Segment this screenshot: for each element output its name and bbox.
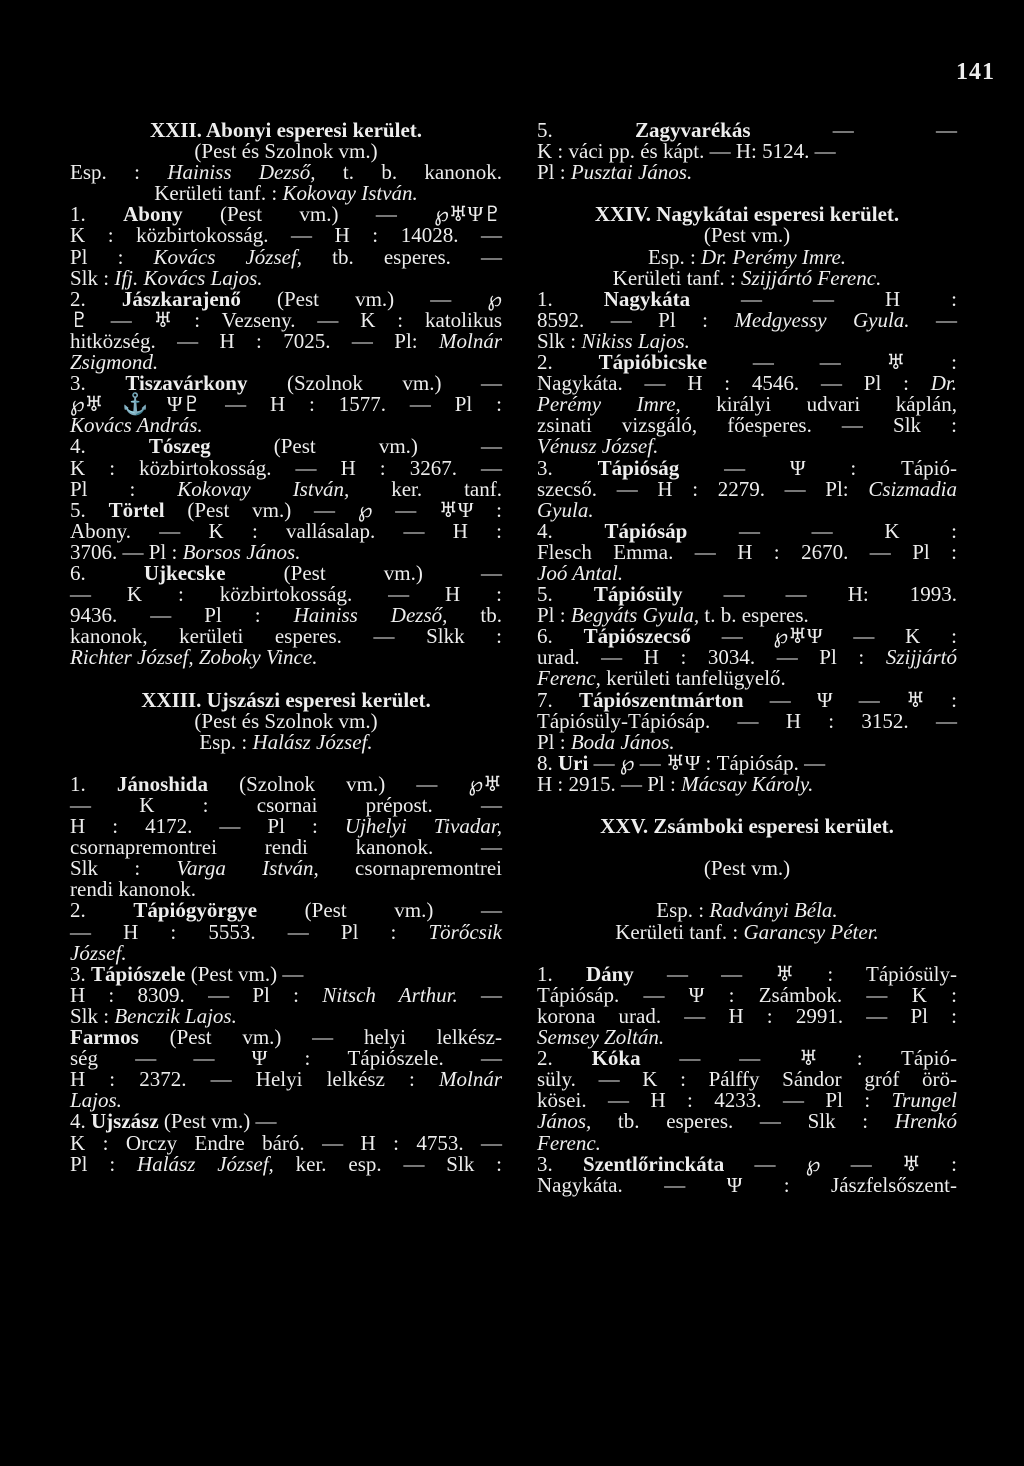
- text-line: [537, 1151, 957, 1176]
- text-run: hitközség. — H : 7025. — Pl:: [70, 328, 439, 353]
- text-line: [70, 352, 502, 373]
- text-run: 4.: [70, 434, 149, 459]
- text-run: — K : közbirtokosság. — H :: [70, 582, 502, 607]
- text-line: [537, 605, 957, 626]
- italic-text: Kokovay István.: [282, 181, 418, 206]
- italic-text: Benczik Lajos.: [114, 1003, 237, 1028]
- bold-text: Tiszavárkony: [125, 371, 248, 396]
- bold-text: Zagyvarékás: [635, 118, 751, 142]
- text-line: [537, 394, 957, 415]
- text-line: [537, 286, 958, 311]
- text-run: H : 4172. — Pl :: [70, 814, 345, 839]
- text-run: Kerületi tanf. :: [154, 181, 283, 206]
- text-run: —: [457, 982, 503, 1007]
- text-line: [537, 244, 957, 269]
- text-run: — ℘ — ♅Ψ : Tápiósáp. —: [588, 750, 826, 775]
- italic-text: Lajos.: [70, 1088, 122, 1113]
- text-line: [537, 1130, 957, 1155]
- text-line: [537, 162, 957, 183]
- bold-text: Tápiószecső: [583, 624, 691, 649]
- text-line: [537, 1090, 957, 1111]
- italic-text: Szijjártó Ferenc.: [740, 265, 882, 290]
- blank-line: [537, 943, 957, 964]
- text-run: K : közbirtokosság. — H : 14028. —: [70, 223, 502, 248]
- text-line: [70, 626, 502, 647]
- text-run: 1.: [537, 961, 586, 986]
- text-line: [70, 879, 502, 900]
- text-line: [537, 982, 957, 1007]
- text-run: 2.: [70, 898, 134, 923]
- bold-text: Tószeg: [148, 434, 211, 459]
- text-run: 1.: [537, 286, 604, 311]
- bold-text: Uri: [558, 750, 589, 775]
- text-run: 3.: [537, 455, 598, 480]
- text-run: (Pest vm.) —: [257, 898, 502, 923]
- italic-text: Hainiss Dezső,: [167, 160, 316, 185]
- text-line: [537, 900, 957, 921]
- text-run: — Ψ — ♅ :: [743, 687, 957, 712]
- text-run: (Pest vm.) — helyi lelkész-: [138, 1025, 502, 1050]
- text-run: süly. — K : Pálffy Sándor gróf örö-: [537, 1067, 957, 1092]
- text-line: [537, 497, 957, 522]
- text-line: [537, 961, 957, 986]
- right-column: [537, 120, 957, 1196]
- italic-text: Radványi Béla.: [709, 898, 838, 923]
- text-run: (Pest vm.): [703, 223, 791, 248]
- italic-text: Ifj. Kovács Lajos.: [114, 265, 263, 290]
- text-run: 9436. — Pl :: [70, 603, 294, 628]
- text-line: [70, 771, 503, 796]
- text-run: (Pest vm.) — ℘♅Ψ♇: [182, 202, 502, 227]
- bold-text: Dány: [585, 961, 634, 986]
- text-line: [70, 539, 502, 564]
- text-run: — ℘ — ♅ :: [724, 1151, 957, 1176]
- text-line: [537, 1003, 957, 1028]
- text-run: csornapremontrei rendi kanonok. —: [70, 835, 502, 860]
- text-line: [537, 1111, 957, 1132]
- text-run: Nagykáta. — H : 4546. — Pl :: [537, 371, 931, 396]
- text-run: t. b. esperes.: [699, 603, 809, 628]
- text-line: [70, 940, 502, 965]
- italic-text: János,: [537, 1109, 592, 1134]
- text-run: Slk :: [70, 1003, 115, 1028]
- italic-text: Richter József, Zoboky Vince.: [70, 645, 318, 670]
- text-run: 7.: [537, 687, 580, 712]
- italic-text: Ferenc,: [537, 666, 601, 691]
- text-run: Pl :: [537, 603, 571, 628]
- text-run: kanonok, kerületi esperes. — Slkk :: [70, 624, 502, 649]
- text-line: [70, 1130, 502, 1155]
- text-line: [70, 307, 502, 332]
- bold-text: Farmos: [70, 1025, 139, 1050]
- text-line: [70, 687, 502, 712]
- italic-text: Nikiss Lajos.: [581, 328, 690, 353]
- bold-text: XXIII. Ujszászi esperesi kerület.: [141, 687, 431, 712]
- text-run: (Pest vm.) — ℘ — ♅Ψ :: [164, 497, 503, 522]
- text-run: 5.: [70, 497, 109, 522]
- text-run: 1.: [70, 202, 124, 227]
- text-line: [537, 647, 957, 668]
- text-line: [537, 539, 957, 564]
- text-line: [70, 1151, 502, 1176]
- text-run: Slk :: [70, 856, 177, 881]
- text-line: [70, 919, 502, 944]
- text-line: [70, 605, 502, 626]
- text-line: [537, 352, 957, 373]
- text-line: [70, 647, 502, 668]
- text-line: [537, 919, 957, 944]
- bold-text: Jászkarajenő: [121, 286, 241, 311]
- italic-text: Kokovay István,: [177, 476, 350, 501]
- text-line: [537, 265, 957, 290]
- text-line: [70, 1090, 502, 1111]
- text-run: H : 2915. — Pl :: [537, 771, 682, 796]
- text-run: szecső. — H : 2279. — Pl:: [537, 476, 869, 501]
- text-line: [70, 560, 503, 585]
- text-run: (Pest vm.) —: [185, 961, 304, 986]
- text-run: tb.: [447, 603, 502, 628]
- bold-text: Tápiósüly: [593, 582, 683, 607]
- text-run: Tápiósüly-Tápiósáp. — H : 3152. —: [537, 708, 957, 733]
- text-run: (Pest vm.) —: [158, 1109, 277, 1134]
- text-line: [537, 518, 958, 543]
- italic-text: Ujhelyi Tivadar,: [344, 814, 502, 839]
- text-run: — — H: 1993.: [682, 582, 958, 607]
- text-line: [70, 162, 502, 183]
- italic-text: Hainiss Dezső,: [293, 603, 448, 628]
- text-line: [70, 286, 502, 311]
- text-line: [537, 771, 957, 796]
- text-run: Kerületi tanf. :: [615, 919, 744, 944]
- text-line: [537, 120, 957, 141]
- text-run: H : 8309. — Pl :: [70, 982, 323, 1007]
- text-run: 6.: [70, 560, 144, 585]
- text-line: [537, 816, 957, 837]
- bold-text: Ujszász: [91, 1109, 159, 1134]
- text-line: [70, 816, 502, 837]
- italic-text: Halász József.: [252, 729, 373, 754]
- italic-text: Halász József,: [137, 1151, 274, 1176]
- italic-text: Semsey Zoltán.: [537, 1025, 665, 1050]
- text-line: [537, 204, 957, 225]
- page-number: 141: [956, 59, 995, 85]
- blank-line: [537, 879, 957, 900]
- text-run: — — H :: [690, 286, 958, 311]
- text-run: — ℘♅Ψ — K :: [690, 624, 957, 649]
- text-run: Pl :: [70, 476, 178, 501]
- text-line: [537, 307, 957, 332]
- text-run: — K : csornai prépost. —: [70, 793, 502, 817]
- text-run: 3.: [70, 961, 91, 986]
- text-line: [537, 560, 957, 585]
- bold-text: Szentlőrinckáta: [583, 1151, 725, 1176]
- text-line: [70, 265, 502, 290]
- text-line: [70, 476, 502, 501]
- text-line: [70, 858, 502, 879]
- bold-text: Ujkecske: [143, 560, 226, 585]
- text-line: [70, 1111, 502, 1132]
- text-line: [537, 436, 957, 457]
- blank-line: [537, 795, 957, 816]
- text-line: [70, 1003, 502, 1028]
- bold-text: Tápiógyörgye: [133, 898, 258, 923]
- text-run: 6.: [537, 624, 584, 649]
- text-line: [70, 900, 502, 921]
- bold-text: XXII. Abonyi esperesi kerület.: [149, 118, 423, 142]
- text-line: [70, 328, 502, 353]
- text-line: [70, 141, 502, 162]
- text-run: (Pest és Szolnok vm.): [194, 139, 378, 164]
- text-line: [70, 795, 502, 816]
- text-line: [70, 1069, 502, 1090]
- text-line: [70, 436, 502, 457]
- text-run: ker. esp. — Slk :: [273, 1151, 502, 1176]
- text-run: Slk :: [70, 265, 115, 290]
- text-run: Esp. :: [70, 160, 168, 185]
- text-line: [70, 244, 502, 269]
- italic-text: Kovács András.: [70, 413, 203, 438]
- italic-text: Borsos János.: [182, 539, 301, 564]
- text-line: [537, 858, 957, 879]
- italic-text: Kovács József,: [153, 244, 303, 269]
- bold-text: Tápiószentmárton: [579, 687, 744, 712]
- text-line: [537, 584, 957, 605]
- text-line: [537, 415, 957, 436]
- bold-text: Nagykáta: [603, 286, 691, 311]
- italic-text: Perémy Imre,: [537, 392, 681, 417]
- text-line: [537, 373, 957, 394]
- text-run: Pl :: [70, 244, 154, 269]
- text-line: [537, 225, 957, 246]
- text-run: 1.: [70, 771, 117, 796]
- text-run: t. b. kanonok.: [315, 160, 503, 185]
- text-run: 2.: [537, 1046, 592, 1071]
- text-run: (Pest vm.): [703, 856, 791, 881]
- text-run: — — ♅ : Tápió-: [640, 1046, 957, 1071]
- text-run: kösei. — H : 4233. — Pl :: [537, 1088, 892, 1113]
- text-run: 4.: [70, 1109, 91, 1134]
- italic-text: Csizmadia: [868, 476, 957, 501]
- text-run: csornapremontrei: [318, 856, 502, 881]
- italic-text: Hrenkó: [894, 1109, 957, 1134]
- text-line: [70, 415, 502, 436]
- text-run: tb. esperes. —: [302, 244, 502, 269]
- italic-text: Ferenc.: [537, 1130, 601, 1155]
- text-run: — — K :: [687, 518, 958, 543]
- text-run: 8592. — Pl :: [537, 307, 735, 332]
- text-line: [537, 626, 957, 647]
- text-line: [70, 204, 502, 225]
- italic-text: Törőcsik: [428, 919, 502, 944]
- text-run: rendi kanonok.: [70, 877, 196, 902]
- italic-text: Boda János.: [570, 729, 675, 754]
- text-line: [537, 1027, 957, 1048]
- italic-text: Mácsay Károly.: [681, 771, 814, 796]
- text-run: ker. tanf.: [349, 476, 502, 501]
- text-line: [537, 1048, 957, 1069]
- blank-line: [537, 837, 957, 858]
- text-run: (Pest vm.) — ℘: [240, 286, 502, 311]
- bold-text: Tápióság: [597, 455, 680, 480]
- text-run: 2.: [537, 350, 599, 375]
- italic-text: Gyula.: [537, 497, 594, 522]
- text-run: 3.: [537, 1151, 584, 1176]
- bold-text: XXV. Zsámboki esperesi kerület.: [600, 814, 894, 839]
- text-line: [70, 1027, 502, 1048]
- text-line: [537, 1172, 957, 1197]
- left-column: [70, 120, 502, 1175]
- bold-text: Jánoshida: [116, 771, 208, 796]
- text-run: Esp. :: [656, 898, 710, 923]
- text-run: (Pest vm.) —: [225, 560, 503, 585]
- text-run: 3706. — Pl :: [70, 539, 183, 564]
- text-line: [537, 729, 957, 754]
- text-run: Kerületi tanf. :: [612, 265, 741, 290]
- text-run: (Pest vm.) —: [210, 434, 503, 459]
- text-run: 4.: [537, 518, 605, 543]
- text-run: korona urad. — H : 2991. — Pl :: [537, 1003, 957, 1028]
- text-line: [70, 183, 502, 204]
- text-run: Abony. — K : vallásalap. — H :: [70, 518, 502, 543]
- text-run: ♇ — ♅ : Vezseny. — K : katolikus: [70, 307, 502, 332]
- text-run: Esp. :: [199, 729, 253, 754]
- bold-text: Tápióbicske: [598, 350, 708, 375]
- italic-text: Nitsch Arthur.: [322, 982, 458, 1007]
- bold-text: Tápiósáp: [604, 518, 688, 543]
- text-line: [537, 455, 958, 480]
- text-line: [537, 1069, 957, 1090]
- bold-text: Abony: [123, 202, 183, 227]
- text-line: [70, 394, 502, 415]
- text-line: [70, 961, 502, 986]
- text-run: (Szolnok vm.) —: [247, 371, 503, 396]
- text-run: — — ♅ :: [707, 350, 957, 375]
- italic-text: Zsigmond.: [70, 350, 159, 375]
- text-run: Pl :: [537, 729, 571, 754]
- text-line: [70, 982, 503, 1007]
- text-run: 5.: [537, 582, 594, 607]
- text-line: [70, 708, 502, 733]
- text-run: Esp. :: [647, 244, 702, 269]
- text-run: kerületi tanfelügyelő.: [600, 666, 786, 691]
- text-line: [70, 455, 502, 480]
- text-run: 5.: [537, 118, 635, 142]
- text-run: K : váci pp. és kápt. — H: 5124. —: [537, 139, 836, 164]
- italic-text: Garancsy Péter.: [743, 919, 879, 944]
- text-line: [70, 225, 502, 246]
- text-line: [537, 668, 957, 689]
- text-run: Pl :: [537, 160, 571, 185]
- text-line: [537, 708, 957, 733]
- text-run: 3.: [70, 371, 126, 396]
- text-run: K : közbirtokosság. — H : 3267. —: [70, 455, 502, 480]
- italic-text: Vénusz József.: [537, 434, 659, 459]
- italic-text: Varga István,: [176, 856, 319, 881]
- blank-line: [70, 668, 502, 689]
- text-run: —: [909, 307, 957, 332]
- text-run: 8.: [537, 750, 558, 775]
- text-run: ség — — Ψ : Tápiószele. —: [70, 1046, 502, 1071]
- text-run: 2.: [70, 286, 122, 311]
- text-line: [537, 476, 957, 501]
- text-line: [70, 837, 502, 858]
- blank-line: [537, 183, 957, 204]
- italic-text: Szijjártó: [885, 645, 957, 670]
- bold-text: Törtel: [108, 497, 165, 522]
- text-run: (Pest és Szolnok vm.): [194, 708, 378, 733]
- text-run: — H : 5553. — Pl :: [70, 919, 429, 944]
- text-run: — Ψ : Tápió-: [679, 455, 958, 480]
- text-line: [70, 120, 502, 141]
- text-run: ℘♅⚓Ψ♇ — H : 1577. — Pl :: [70, 392, 502, 417]
- text-line: [70, 729, 502, 754]
- blank-line: [70, 753, 502, 774]
- text-run: H : 2372. — Helyi lelkész :: [70, 1067, 439, 1092]
- text-line: [537, 141, 957, 162]
- italic-text: Joó Antal.: [537, 560, 623, 585]
- text-run: — —: [750, 118, 957, 142]
- italic-text: Dr.: [930, 371, 957, 396]
- text-run: — — ♅ : Tápiósüly-: [633, 961, 957, 986]
- text-line: [537, 328, 957, 353]
- text-run: Flesch Emma. — H : 2670. — Pl :: [537, 539, 957, 564]
- text-run: (Szolnok vm.) — ℘♅: [207, 771, 503, 796]
- text-run: zsinati vizsgáló, főesperes. — Slk :: [537, 413, 957, 438]
- italic-text: Trungel: [891, 1088, 957, 1113]
- text-run: K : Orczy Endre báró. — H : 4753. —: [70, 1130, 502, 1155]
- italic-text: Molnár: [439, 1067, 502, 1092]
- italic-text: József.: [70, 940, 127, 965]
- text-run: Slk :: [537, 328, 582, 353]
- italic-text: Begyáts Gyula,: [570, 603, 700, 628]
- text-line: [537, 750, 957, 775]
- italic-text: Medgyessy Gyula.: [734, 307, 910, 332]
- text-line: [70, 584, 502, 605]
- bold-text: Tápiószele: [91, 961, 186, 986]
- text-line: [70, 518, 502, 543]
- text-run: Tápiósáp. — Ψ : Zsámbok. — K :: [537, 982, 957, 1007]
- text-run: urad. — H : 3034. — Pl :: [537, 645, 886, 670]
- text-run: Nagykáta. — Ψ : Jászfelsőszent-: [537, 1172, 957, 1197]
- text-line: [70, 1048, 502, 1069]
- text-run: tb. esperes. — Slk :: [591, 1109, 895, 1134]
- text-run: királyi udvari káplán,: [680, 392, 957, 417]
- text-line: [70, 497, 503, 522]
- bold-text: XXIV. Nagykátai esperesi kerület.: [594, 202, 900, 227]
- text-line: [537, 687, 957, 712]
- italic-text: Molnár: [439, 328, 502, 353]
- bold-text: Kóka: [591, 1046, 641, 1071]
- text-run: Pl :: [70, 1151, 138, 1176]
- italic-text: Pusztai János.: [570, 160, 693, 185]
- italic-text: Dr. Perémy Imre.: [701, 244, 847, 269]
